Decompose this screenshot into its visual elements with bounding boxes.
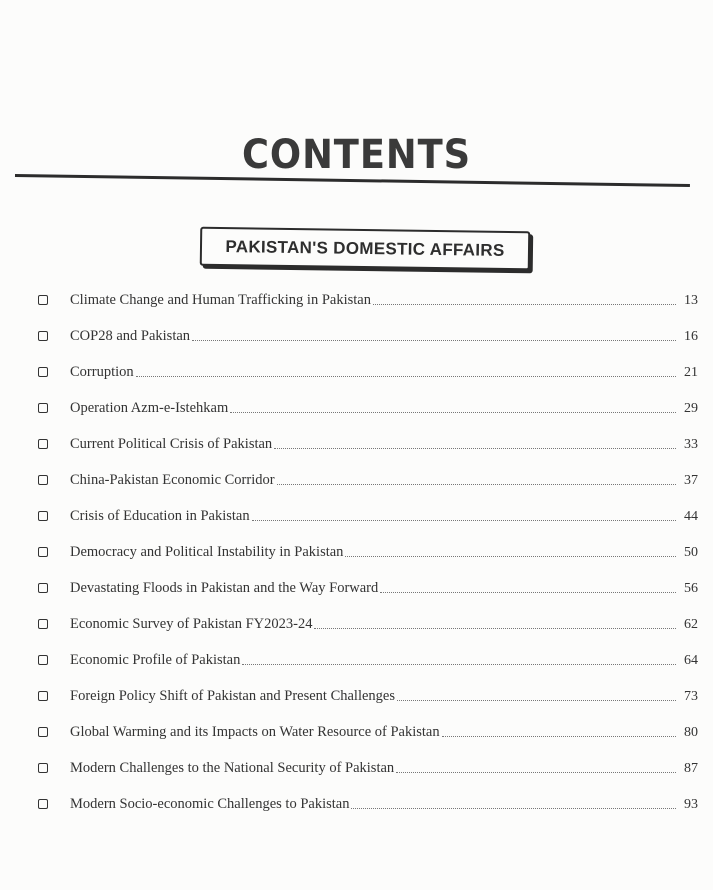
toc-entry[interactable] [38,315,698,351]
checkbox-bullet-icon [38,295,48,305]
dot-leader [274,448,676,449]
toc-entry-title: Climate Change and Human Trafficking in Pakistan [70,292,371,308]
checkbox-bullet-icon [38,475,48,485]
toc-entry-page: 33 [684,437,698,452]
toc-entry-page: 64 [684,653,698,668]
toc-entry-title: Economic Survey of Pakistan FY2023-24 [70,616,313,632]
dot-leader [396,772,676,773]
dot-leader [277,484,676,485]
toc-entry[interactable] [38,783,698,819]
dot-leader [252,520,676,521]
toc-entry-page: 50 [684,545,698,560]
dot-leader [345,556,676,557]
dot-leader [397,700,676,701]
dot-leader [192,340,676,341]
checkbox-bullet-icon [38,655,48,665]
toc-entry-page: 21 [684,365,698,380]
toc-entry-page: 73 [684,689,698,704]
toc-entry-title: China-Pakistan Economic Corridor [70,472,275,488]
page-title: CONTENTS [241,132,472,178]
dot-leader [230,412,676,413]
toc-entry-title: Global Warming and its Impacts on Water Resource of Pakistan [70,724,440,740]
checkbox-bullet-icon [38,619,48,629]
toc-entry-title: Corruption [70,364,134,380]
checkbox-bullet-icon [38,763,48,773]
table-of-contents [38,279,698,819]
dot-leader [136,376,676,377]
toc-entry-title: Devastating Floods in Pakistan and the Way Forward [70,580,379,596]
toc-entry[interactable] [38,495,698,531]
toc-entry-title: Economic Profile of Pakistan [70,652,241,668]
toc-entry-page: 44 [684,509,698,524]
toc-entry-page: 87 [684,761,698,776]
toc-entry[interactable] [38,675,698,711]
toc-entry-page: 29 [684,401,698,416]
checkbox-bullet-icon [38,799,48,809]
toc-entry[interactable] [38,387,698,423]
toc-entry[interactable] [38,567,698,603]
checkbox-bullet-icon [38,511,48,521]
toc-entry[interactable] [38,423,698,459]
toc-entry-page: 80 [684,725,698,740]
dot-leader [242,664,676,665]
toc-entry-title: COP28 and Pakistan [70,328,191,344]
toc-entry[interactable] [38,747,698,783]
checkbox-bullet-icon [38,403,48,413]
toc-entry[interactable] [38,351,698,387]
toc-entry-title: Foreign Policy Shift of Pakistan and Present Challenges [70,688,396,704]
checkbox-bullet-icon [38,691,48,701]
toc-entry-page: 93 [684,797,698,812]
dot-leader [380,592,676,593]
toc-entry-title: Operation Azm-e-Istehkam [70,400,229,416]
checkbox-bullet-icon [38,583,48,593]
checkbox-bullet-icon [38,439,48,449]
dot-leader [373,304,676,305]
toc-entry-page: 16 [684,329,698,344]
dot-leader [351,808,676,809]
toc-entry-title: Modern Challenges to the National Security of Pakistan [70,760,395,776]
section-heading-box [200,227,531,271]
toc-entry-title: Crisis of Education in Pakistan [70,508,250,524]
toc-entry[interactable] [38,711,698,747]
checkbox-bullet-icon [38,727,48,737]
toc-entry[interactable] [38,459,698,495]
checkbox-bullet-icon [38,547,48,557]
toc-entry[interactable] [38,531,698,567]
checkbox-bullet-icon [38,367,48,377]
toc-entry-title: Current Political Crisis of Pakistan [70,436,273,452]
toc-entry-title: Modern Socio-economic Challenges to Pakistan [70,796,350,812]
toc-entry[interactable] [38,279,698,315]
dot-leader [314,628,676,629]
checkbox-bullet-icon [38,331,48,341]
toc-entry-page: 13 [684,293,698,308]
toc-entry-title: Democracy and Political Instability in Pakistan [70,544,344,560]
dot-leader [442,736,676,737]
toc-entry-page: 62 [684,617,698,632]
section-heading: PAKISTAN'S DOMESTIC AFFAIRS [225,236,505,260]
toc-entry[interactable] [38,603,698,639]
toc-entry-page: 56 [684,581,698,596]
toc-entry-page: 37 [684,473,698,488]
toc-entry[interactable] [38,639,698,675]
